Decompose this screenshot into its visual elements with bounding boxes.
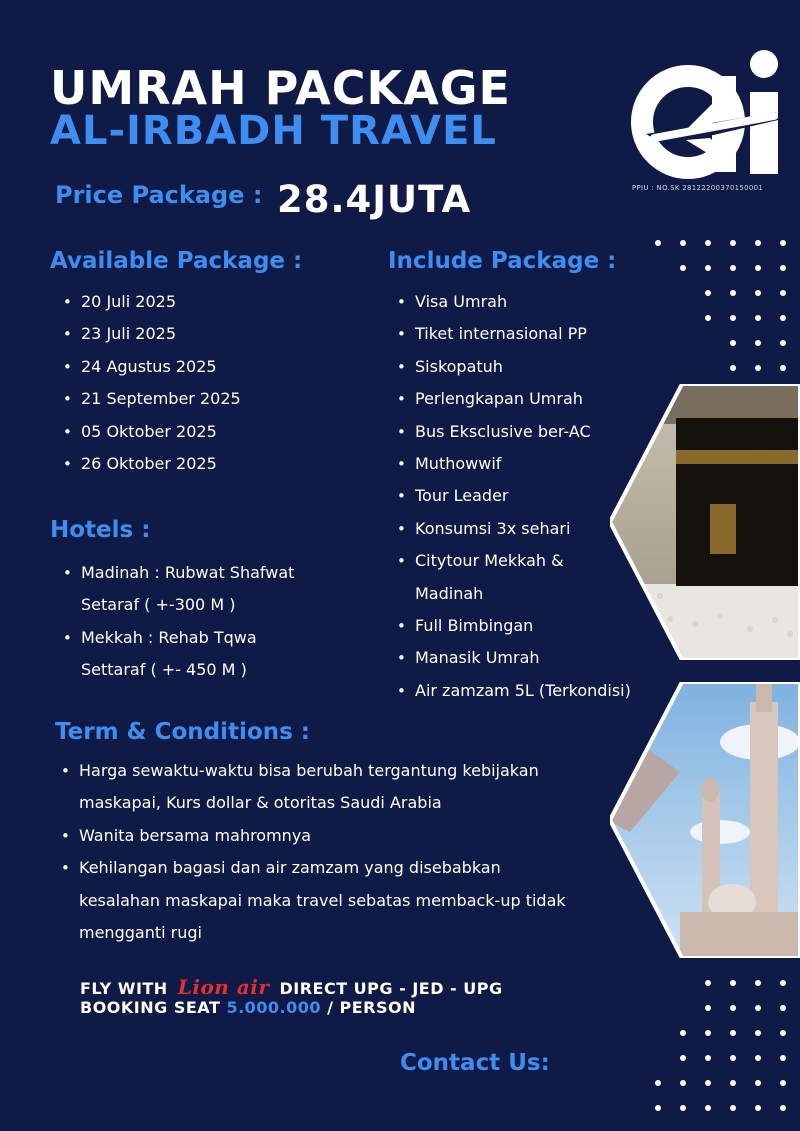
list-item: • 23 Juli 2025 — [63, 318, 241, 350]
decorative-dot — [705, 290, 711, 296]
decorative-dot — [705, 1055, 711, 1061]
decorative-dot — [755, 980, 761, 986]
decorative-dot — [730, 365, 736, 371]
decorative-dot — [680, 1080, 686, 1086]
include-list — [397, 286, 631, 707]
list-item: • 26 Oktober 2025 — [63, 448, 241, 480]
list-item-continuation: Settaraf ( +- 450 M ) — [81, 660, 247, 680]
decorative-dot — [680, 1055, 686, 1061]
company-logo — [626, 42, 786, 182]
decorative-dot — [755, 265, 761, 271]
decorative-dot — [680, 1030, 686, 1036]
kaaba-photo — [610, 384, 800, 660]
list-item: • Tour Leader — [397, 480, 631, 512]
list-item-continuation: Madinah — [415, 583, 484, 603]
decorative-dot — [730, 340, 736, 346]
list-item-continuation: maskapai, Kurs dollar & otoritas Saudi Arabia — [79, 793, 442, 813]
list-item: • Harga sewaktu-waktu bisa berubah tergantung kebijakan — [61, 755, 566, 787]
decorative-dot — [755, 1105, 761, 1111]
ppiu-license: PPIU : NO.SK 28122200370150001 — [632, 184, 764, 192]
price-value: 28.4JUTA — [277, 178, 472, 221]
list-item: • Kehilangan bagasi dan air zamzam yang disebabkan — [61, 852, 566, 884]
price-label: Price Package : — [55, 181, 263, 209]
decorative-dot — [730, 315, 736, 321]
fly-with-line — [80, 975, 503, 999]
decorative-dot — [705, 265, 711, 271]
list-item: • Perlengkapan Umrah — [397, 383, 631, 415]
list-item-continuation: mengganti rugi — [79, 923, 202, 943]
list-item: • Muthowwif — [397, 448, 631, 480]
decorative-dot — [780, 340, 786, 346]
terms-heading: Term & Conditions : — [55, 719, 310, 745]
available-list — [63, 286, 241, 480]
decorative-dot — [655, 1080, 661, 1086]
decorative-dot — [780, 1030, 786, 1036]
booking-line — [80, 998, 416, 1017]
hotels-list — [63, 557, 294, 687]
decorative-dot — [780, 980, 786, 986]
decorative-dot — [705, 1080, 711, 1086]
decorative-dot — [730, 1105, 736, 1111]
list-item: • Tiket internasional PP — [397, 318, 631, 350]
decorative-dot — [705, 1005, 711, 1011]
decorative-dot — [655, 240, 661, 246]
decorative-dot — [680, 265, 686, 271]
decorative-dot — [755, 240, 761, 246]
list-item-continuation: Setaraf ( +-300 M ) — [81, 595, 236, 615]
list-item: • 05 Oktober 2025 — [63, 416, 241, 448]
decorative-dot — [780, 1005, 786, 1011]
list-item: • 21 September 2025 — [63, 383, 241, 415]
decorative-dot — [780, 1105, 786, 1111]
decorative-dot — [780, 315, 786, 321]
include-heading: Include Package : — [388, 248, 617, 274]
decorative-dot — [730, 980, 736, 986]
route-label: DIRECT UPG - JED - UPG — [279, 979, 503, 998]
list-item: • Bus Eksclusive ber-AC — [397, 416, 631, 448]
decorative-dot — [705, 1105, 711, 1111]
decorative-dot — [730, 1030, 736, 1036]
list-item: • Air zamzam 5L (Terkondisi) — [397, 675, 631, 707]
decorative-dot — [755, 1030, 761, 1036]
decorative-dot — [780, 1055, 786, 1061]
list-item: • Full Bimbingan — [397, 610, 631, 642]
decorative-dot — [730, 265, 736, 271]
decorative-dot — [730, 1080, 736, 1086]
decorative-dot — [730, 1005, 736, 1011]
list-item: • 20 Juli 2025 — [63, 286, 241, 318]
decorative-dot — [780, 365, 786, 371]
decorative-dot — [755, 315, 761, 321]
title-umrah-package: UMRAH PACKAGE — [50, 61, 511, 115]
fly-with-label: FLY WITH — [80, 979, 168, 998]
decorative-dot — [755, 290, 761, 296]
decorative-dot — [755, 1055, 761, 1061]
available-heading: Available Package : — [50, 248, 303, 274]
booking-label: BOOKING SEAT — [80, 998, 221, 1017]
booking-amount: 5.000.000 — [226, 998, 322, 1017]
list-item: • Visa Umrah — [397, 286, 631, 318]
airline-logo: Lion air — [177, 975, 270, 999]
decorative-dot — [680, 240, 686, 246]
decorative-dot — [680, 1105, 686, 1111]
decorative-dot — [755, 365, 761, 371]
decorative-dot — [780, 1080, 786, 1086]
decorative-dot — [755, 340, 761, 346]
hotels-heading: Hotels : — [50, 517, 151, 543]
decorative-dot — [755, 1080, 761, 1086]
decorative-dot — [755, 1005, 761, 1011]
list-item: • Manasik Umrah — [397, 642, 631, 674]
terms-list — [61, 755, 566, 949]
decorative-dot — [705, 980, 711, 986]
decorative-dot — [780, 290, 786, 296]
decorative-dot — [655, 1105, 661, 1111]
list-item: • Siskopatuh — [397, 351, 631, 383]
list-item: • 24 Agustus 2025 — [63, 351, 241, 383]
title-travel-name: AL-IRBADH TRAVEL — [50, 108, 497, 154]
list-item: • Citytour Mekkah & — [397, 545, 631, 577]
decorative-dot — [705, 1030, 711, 1036]
decorative-dot — [780, 265, 786, 271]
list-item: • Wanita bersama mahromnya — [61, 820, 566, 852]
decorative-dot — [730, 240, 736, 246]
booking-suffix: / PERSON — [327, 998, 417, 1017]
decorative-dot — [705, 315, 711, 321]
decorative-dot — [705, 240, 711, 246]
list-item: • Madinah : Rubwat Shafwat — [63, 557, 294, 589]
contact-heading: Contact Us: — [400, 1050, 550, 1076]
list-item: • Konsumsi 3x sehari — [397, 513, 631, 545]
decorative-dot — [730, 1055, 736, 1061]
list-item: • Mekkah : Rehab Tqwa — [63, 622, 294, 654]
mosque-photo — [610, 682, 800, 958]
decorative-dot — [730, 290, 736, 296]
list-item-continuation: kesalahan maskapai maka travel sebatas memback-up tidak — [79, 890, 566, 910]
decorative-dot — [780, 240, 786, 246]
